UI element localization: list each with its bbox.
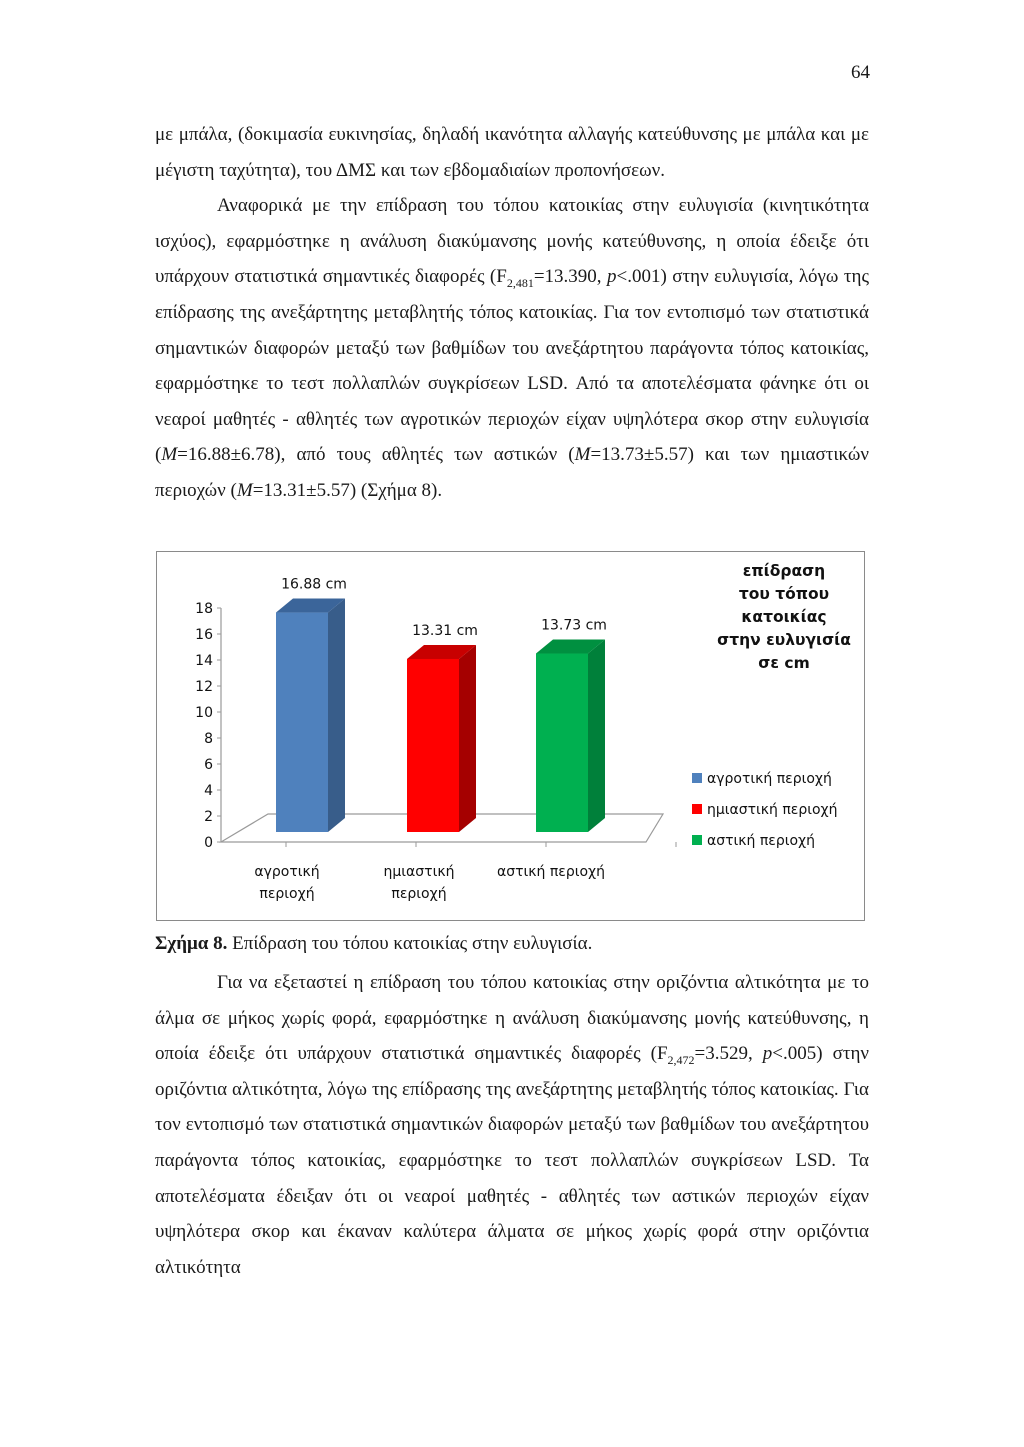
legend-label: ημιαστική περιοχή [707, 802, 838, 818]
y-tick-label: 4 [204, 783, 213, 799]
text-run: Για να εξεταστεί η επίδραση του τόπου κατοικίας στην οριζόντια αλτικότητα με το άλμα σε μήκος χωρίς φορά, εφαρμόστηκε η ανάλυση διακύμανσης μονής κατεύθυνσης, η οποία έδειξε ότι υπάρχουν στατιστικά σημαντικές διαφορές (F [155, 972, 869, 1065]
italic-symbol: M [236, 479, 253, 501]
category-label: περιοχή [259, 886, 315, 902]
subscript: 2,472 [667, 1052, 695, 1067]
y-tick-label: 12 [195, 679, 213, 695]
text-run: =3.529, [694, 1043, 763, 1065]
y-tick-label: 10 [195, 705, 213, 721]
chart-title-line: επίδραση [742, 562, 826, 580]
y-tick-label: 2 [204, 809, 213, 825]
italic-symbol: p [762, 1043, 773, 1065]
text-run: =16.88±6.78), από τους αθλητές των αστικών ( [177, 444, 575, 466]
chart-title-line: του τόπου [738, 585, 830, 603]
chart-title-line: σε cm [758, 654, 810, 672]
text-run: <.005) στην οριζόντια αλτικότητα, λόγω της επίδρασης της ανεξάρτητης μεταβλητής τόπος κατοικίας. Για τον εντοπισμό των στατιστικά σημαντικών διαφορών μεταξύ των βαθμίδων του ανεξάρτητου παράγοντα τόπος κατοικίας, εφαρμόστηκε το τεστ πολλαπλών συγκρίσεων LSD. Τα αποτελέσματα έδειξαν ότι οι νεαροί μαθητές - αθλητές των αστικών περιοχών είχαν υψηλότερα σκορ και έκαναν καλύτερα άλματα σε μήκος χωρίς φορά στην οριζόντια αλτικότητα [155, 1043, 870, 1278]
y-tick-label: 6 [204, 757, 213, 773]
y-tick-label: 0 [204, 835, 213, 851]
chart-title [716, 560, 852, 675]
category-label: ημιαστική [383, 864, 455, 880]
text-run: με μπάλα, (δοκιμασία ευκινησίας, δηλαδή ικανότητα αλλαγής κατεύθυνσης με μπάλα και με μέγιστη ταχύτητα), του ΔΜΣ και των εβδομαδιαίων προπονήσεων. [155, 124, 869, 181]
text-run: <.001) στην ευλυγισία, λόγω της επίδρασης της ανεξάρτητης μεταβλητής τόπος κατοικίας. Για τον εντοπισμό των στατιστικά σημαντικών διαφορών μεταξύ των βαθμίδων του ανεξάρτητου παράγοντα τόπος κατοικίας, εφαρμόστηκε το τεστ πολλαπλών συγκρίσεων LSD. Από τα αποτελέσματα φάνηκε ότι οι νεαροί μαθητές - αθλητές των αγροτικών περιοχών είχαν υψηλότερα σκορ στην ευλυγισία ( [155, 266, 869, 466]
legend-label: αστική περιοχή [707, 833, 815, 849]
bar-side [588, 640, 605, 832]
bar-side [459, 645, 476, 832]
italic-symbol: p [607, 266, 617, 288]
bar [536, 654, 588, 832]
y-tick-label: 14 [195, 653, 213, 669]
top-text-block [155, 117, 869, 509]
data-label: 13.73 cm [541, 617, 607, 634]
legend-label: αγροτική περιοχή [707, 771, 832, 787]
italic-symbol: M [574, 444, 591, 466]
figure-caption-text: Επίδραση του τόπου κατοικίας στην ευλυγισία. [227, 933, 593, 954]
text-run: =13.73±5.57) και των ημιαστικών περιοχών ( [155, 444, 870, 501]
legend-swatch [692, 804, 702, 814]
figure-caption-label: Σχήμα 8. [155, 933, 228, 954]
chart-title-line: στην ευλυγισία [717, 631, 851, 649]
y-tick-label: 16 [195, 627, 213, 643]
bottom-text-block [155, 965, 869, 1285]
italic-symbol: M [161, 444, 178, 466]
paragraph [155, 188, 869, 508]
bar [276, 613, 328, 832]
y-tick-label: 18 [195, 601, 213, 617]
data-label: 13.31 cm [412, 622, 478, 639]
legend-swatch [692, 773, 702, 783]
text-run: Αναφορικά με την επίδραση του τόπου κατοικίας στην ευλυγισία (κινητικότητα ισχύος), εφαρμόστηκε η ανάλυση διακύμανσης μονής κατεύθυνσης, η οποία έδειξε ότι υπάρχουν στατιστικά σημαντικές διαφορές (F [155, 195, 869, 288]
text-run: =13.390, [533, 266, 608, 288]
category-label: αστική περιοχή [497, 864, 605, 880]
subscript: 2,481 [506, 276, 534, 291]
bar [407, 659, 459, 832]
data-label: 16.88 cm [281, 576, 347, 593]
chart-title-line: κατοικίας [741, 608, 827, 626]
figure-caption [155, 933, 592, 955]
legend-swatch [692, 835, 702, 845]
category-label: περιοχή [391, 886, 447, 902]
y-tick-label: 8 [204, 731, 213, 747]
paragraph [155, 117, 869, 188]
text-run: =13.31±5.57) (Σχήμα 8). [252, 479, 443, 501]
category-label: αγροτική [254, 864, 320, 880]
paragraph [155, 965, 869, 1285]
bar-side [328, 599, 345, 832]
page-number: 64 [851, 62, 870, 83]
